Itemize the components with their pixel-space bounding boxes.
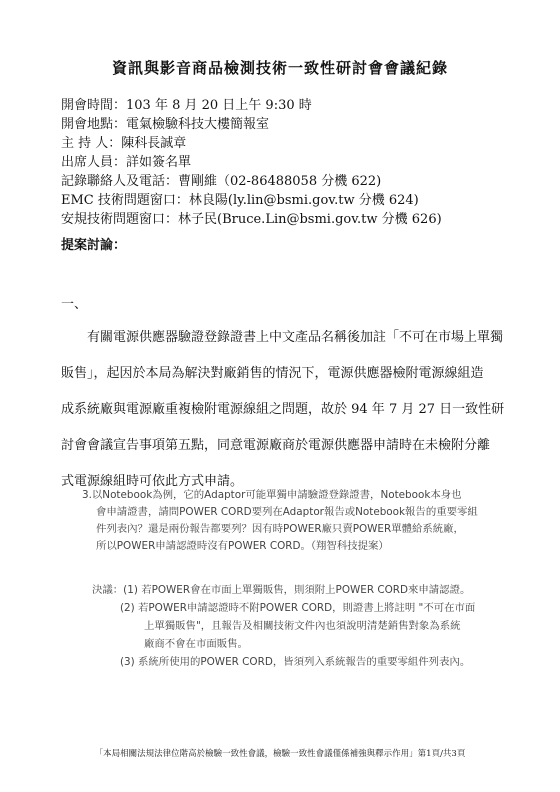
page-footer: 「本局相關法規法律位階高於檢驗一致性會議，檢驗一致性會議僅係補強與釋示作用」第1頁/共3頁 <box>94 749 466 759</box>
paragraph-line: 有關電源供應器驗證登錄證書上中文產品名稱後加註「不可在市場上單獨 <box>87 330 504 345</box>
resolution-line: 廠商不會在市面販售。 <box>144 638 248 650</box>
scanned-proposal-item <box>82 487 522 555</box>
meeting-location: 開會地點：電氣檢驗科技大樓簡報室 <box>61 117 270 132</box>
resolution-line: 決議：(1) 若POWER會在市面上單獨販售，則須附上POWER CORD來申請認證。 <box>92 584 471 596</box>
scanned-line: 會申請證書，請問POWER CORD要列在Adaptor報告或Notebook報告的重要零組 <box>96 506 478 518</box>
proposal-paragraph <box>61 320 505 500</box>
resolution-block <box>92 581 532 671</box>
scanned-line: 3.以Notebook為例，它的Adaptor可能單獨申請驗證登錄證書，Notebook本身也 <box>82 489 462 501</box>
section-heading: 提案討論： <box>61 238 127 253</box>
resolution-line: (3) 系統所使用的POWER CORD，皆須列入系統報告的重要零組件列表內。 <box>120 656 471 668</box>
paragraph-line: 販售」，起因於本局為解決對廠銷售的情況下，電源供應器檢附電源線組造 <box>61 366 484 381</box>
scanned-line: 所以POWER申請認證時沒有POWER CORD。（翔智科技提案） <box>96 540 389 552</box>
meeting-time: 開會時間：103 年 8 月 20 日上午 9:30 時 <box>61 98 312 113</box>
paragraph-line: 式電源線組時可依此方式申請。 <box>61 474 244 489</box>
attendees: 出席人員：詳如簽名單 <box>61 155 192 170</box>
safety-contact: 安規技術問題窗口：林子民(Bruce.Lin@bsmi.gov.tw 分機 626) <box>61 212 442 227</box>
paragraph-line: 成系統廠與電源廠重複檢附電源線組之問題，故於 94 年 7 月 27 日一致性研 <box>61 402 505 417</box>
resolution-line: (2) 若POWER申請認證時不附POWER CORD，則證書上將註明 "不可在市面 <box>120 602 476 614</box>
recorder-contact: 記錄聯絡人及電話：曹剛維（02-86488058 分機 622) <box>61 174 382 189</box>
paragraph-line: 討會會議宣告事項第五點，同意電源廠商於電源供應器申請時在未檢附分離 <box>61 438 491 453</box>
document-title: 資訊與影音商品檢測技術一致性研討會會議紀錄 <box>111 59 448 77</box>
meeting-chair: 主 持 人：陳科長誠章 <box>61 136 187 151</box>
item-number: 一、 <box>61 297 88 312</box>
resolution-line: 上單獨販售"，且報告及相關技術文件內也須說明清楚銷售對象為系統 <box>144 620 461 632</box>
scanned-line: 件列表內？還是兩份報告都要列？因有時POWER廠只賣POWER單體給系統廠， <box>96 523 464 535</box>
emc-contact: EMC 技術問題窗口：林良陽(ly.lin@bsmi.gov.tw 分機 624) <box>61 193 419 208</box>
meeting-info <box>61 96 531 229</box>
